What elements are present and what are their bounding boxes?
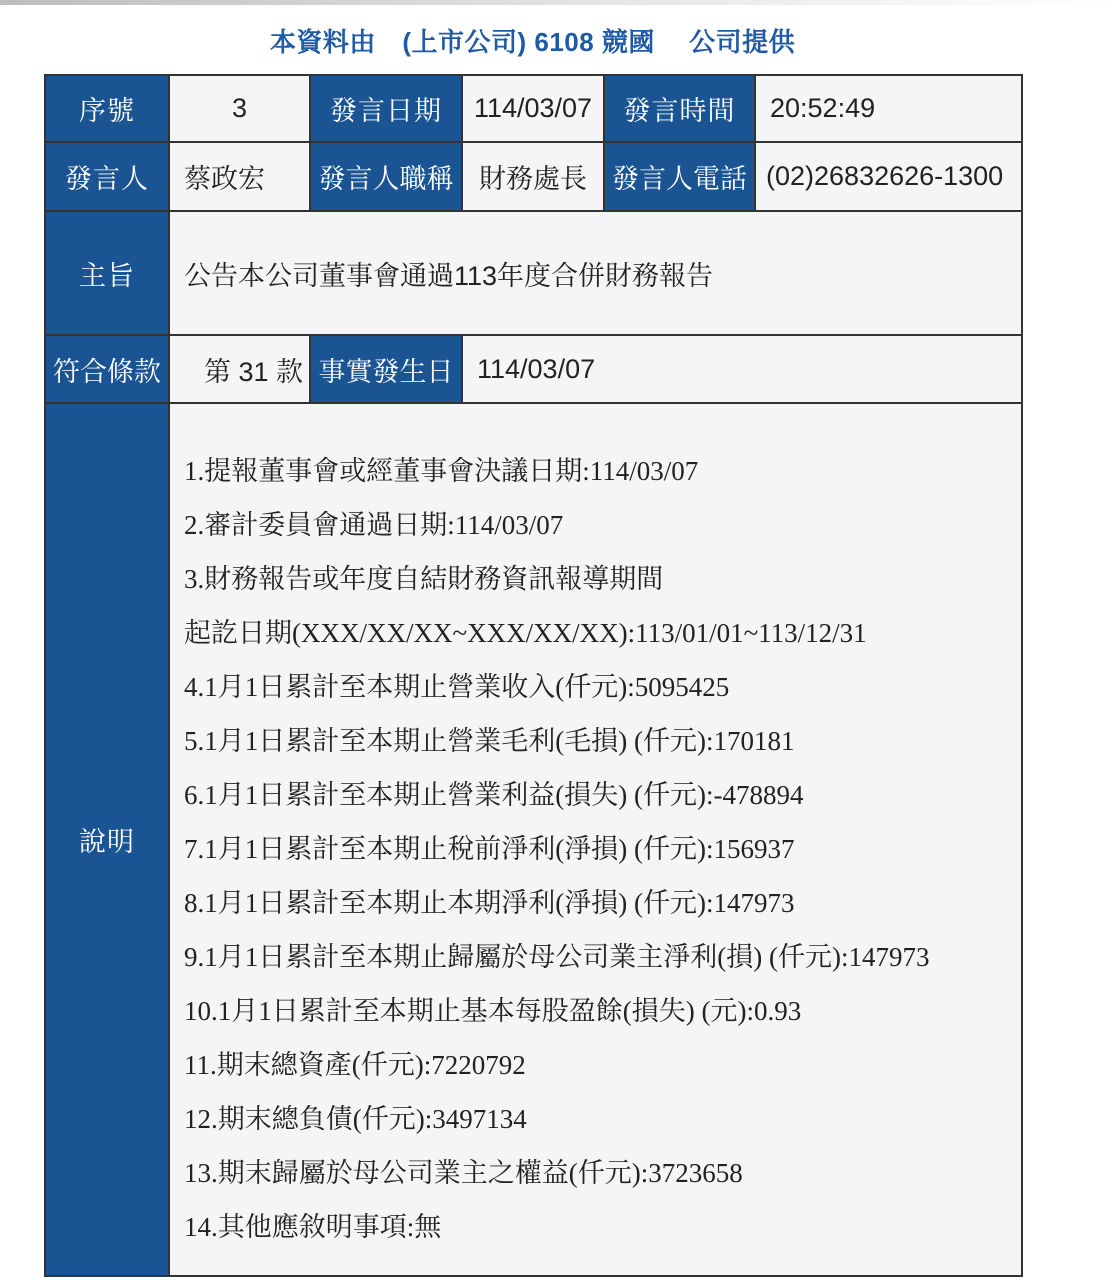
desc-line: 6.1月1日累計至本期止營業利益(損失) (仟元):-478894 xyxy=(184,780,804,810)
desc-line: 10.1月1日累計至本期止基本每股盈餘(損失) (元):0.93 xyxy=(184,996,802,1026)
description-label: 說明 xyxy=(45,403,169,1276)
fact-date-label: 事實發生日 xyxy=(310,335,462,403)
announcement-table xyxy=(44,74,1023,1277)
seq-label: 序號 xyxy=(45,75,169,142)
clause-value: 第 31 款 xyxy=(169,335,310,403)
time-value: 20:52:49 xyxy=(755,75,1022,142)
desc-line: 11.期末總資產(仟元):7220792 xyxy=(184,1050,526,1080)
desc-line: 2.審計委員會通過日期:114/03/07 xyxy=(184,510,564,540)
desc-line: 3.財務報告或年度自結財務資訊報導期間 xyxy=(184,564,664,594)
date-label: 發言日期 xyxy=(310,75,462,142)
seq-value: 3 xyxy=(169,75,310,142)
desc-line: 7.1月1日累計至本期止稅前淨利(淨損) (仟元):156937 xyxy=(184,834,795,864)
page-title: 本資料由 (上市公司) 6108 競國 公司提供 xyxy=(269,27,796,57)
subject-label: 主旨 xyxy=(45,211,169,335)
speaker-title-label: 發言人職稱 xyxy=(310,142,462,211)
desc-line: 1.提報董事會或經董事會決議日期:114/03/07 xyxy=(184,456,699,486)
speaker-title-value: 財務處長 xyxy=(462,142,604,211)
speaker-label: 發言人 xyxy=(45,142,169,211)
desc-line: 4.1月1日累計至本期止營業收入(仟元):5095425 xyxy=(184,672,730,702)
description-body xyxy=(169,403,1022,1276)
row-seq-date-time xyxy=(45,75,1022,142)
row-description xyxy=(45,403,1022,1276)
desc-line: 起訖日期(XXX/XX/XX~XXX/XX/XX):113/01/01~113/12/31 xyxy=(184,618,867,648)
row-clause xyxy=(45,335,1022,403)
desc-line: 9.1月1日累計至本期止歸屬於母公司業主淨利(損) (仟元):147973 xyxy=(184,942,930,972)
date-value: 114/03/07 xyxy=(462,75,604,142)
desc-line: 12.期末總負債(仟元):3497134 xyxy=(184,1104,527,1134)
clause-label: 符合條款 xyxy=(45,335,169,403)
desc-line: 14.其他應敘明事項:無 xyxy=(184,1212,442,1242)
fact-date-value: 114/03/07 xyxy=(462,335,1022,403)
subject-value: 公告本公司董事會通過113年度合併財務報告 xyxy=(169,211,1022,335)
row-subject xyxy=(45,211,1022,335)
time-label: 發言時間 xyxy=(604,75,755,142)
desc-line: 8.1月1日累計至本期止本期淨利(淨損) (仟元):147973 xyxy=(184,888,795,918)
row-speaker xyxy=(45,142,1022,211)
speaker-phone-value: (02)26832626-1300 xyxy=(755,142,1022,211)
speaker-phone-label: 發言人電話 xyxy=(604,142,755,211)
top-divider xyxy=(0,0,1119,5)
desc-line: 5.1月1日累計至本期止營業毛利(毛損) (仟元):170181 xyxy=(184,726,795,756)
speaker-value: 蔡政宏 xyxy=(169,142,310,211)
desc-line: 13.期末歸屬於母公司業主之權益(仟元):3723658 xyxy=(184,1158,743,1188)
